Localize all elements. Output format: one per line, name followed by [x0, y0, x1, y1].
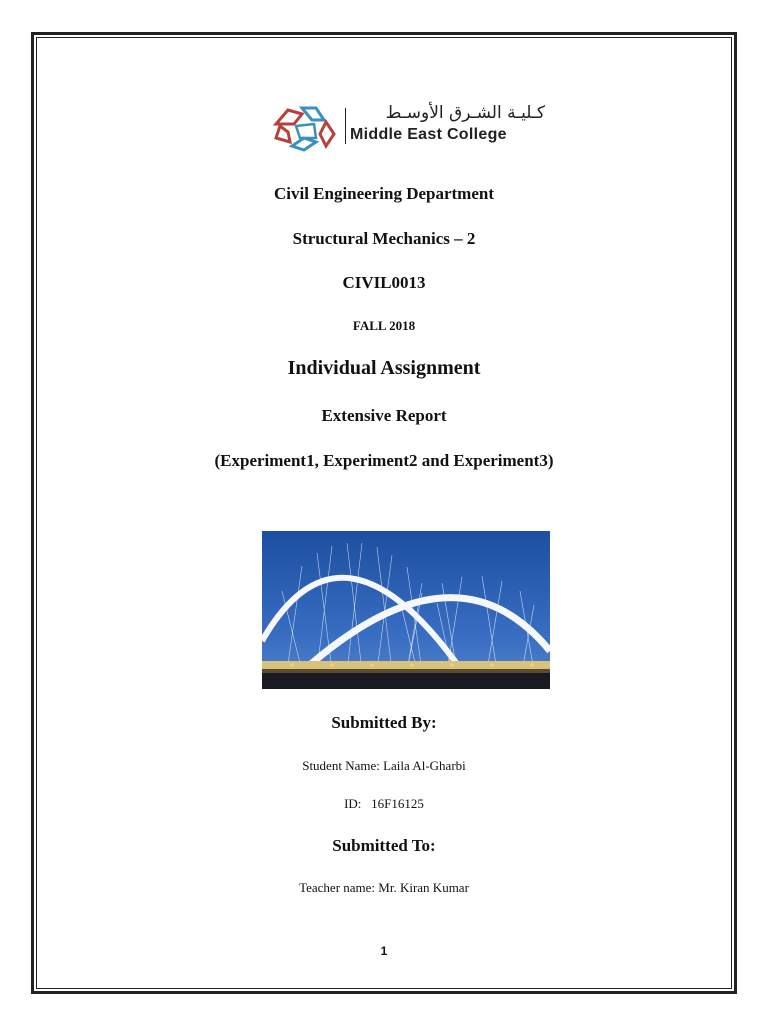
logo-english-text: Middle East College	[350, 126, 507, 143]
assignment-title: Individual Assignment	[287, 357, 481, 379]
submitted-by-heading: Submitted By:	[331, 713, 437, 732]
student-id: ID: 16F16125	[344, 796, 424, 811]
logo-arabic-text: كـليـة الشـرق الأوسـط	[385, 103, 545, 123]
page-number: 1	[380, 944, 388, 958]
bridge-photo	[262, 531, 550, 689]
course-title: Structural Mechanics – 2	[292, 229, 476, 248]
semester: FALL 2018	[352, 318, 416, 333]
submitted-to-heading: Submitted To:	[332, 836, 436, 855]
department-title: Civil Engineering Department	[273, 184, 495, 203]
student-name: Student Name: Laila Al-Gharbi	[302, 758, 466, 773]
logo-divider	[345, 108, 346, 144]
experiments-title: (Experiment1, Experiment2 and Experiment3)	[214, 451, 554, 470]
teacher-name: Teacher name: Mr. Kiran Kumar	[299, 880, 469, 895]
report-title: Extensive Report	[321, 406, 447, 425]
course-code: CIVIL0013	[342, 273, 426, 292]
